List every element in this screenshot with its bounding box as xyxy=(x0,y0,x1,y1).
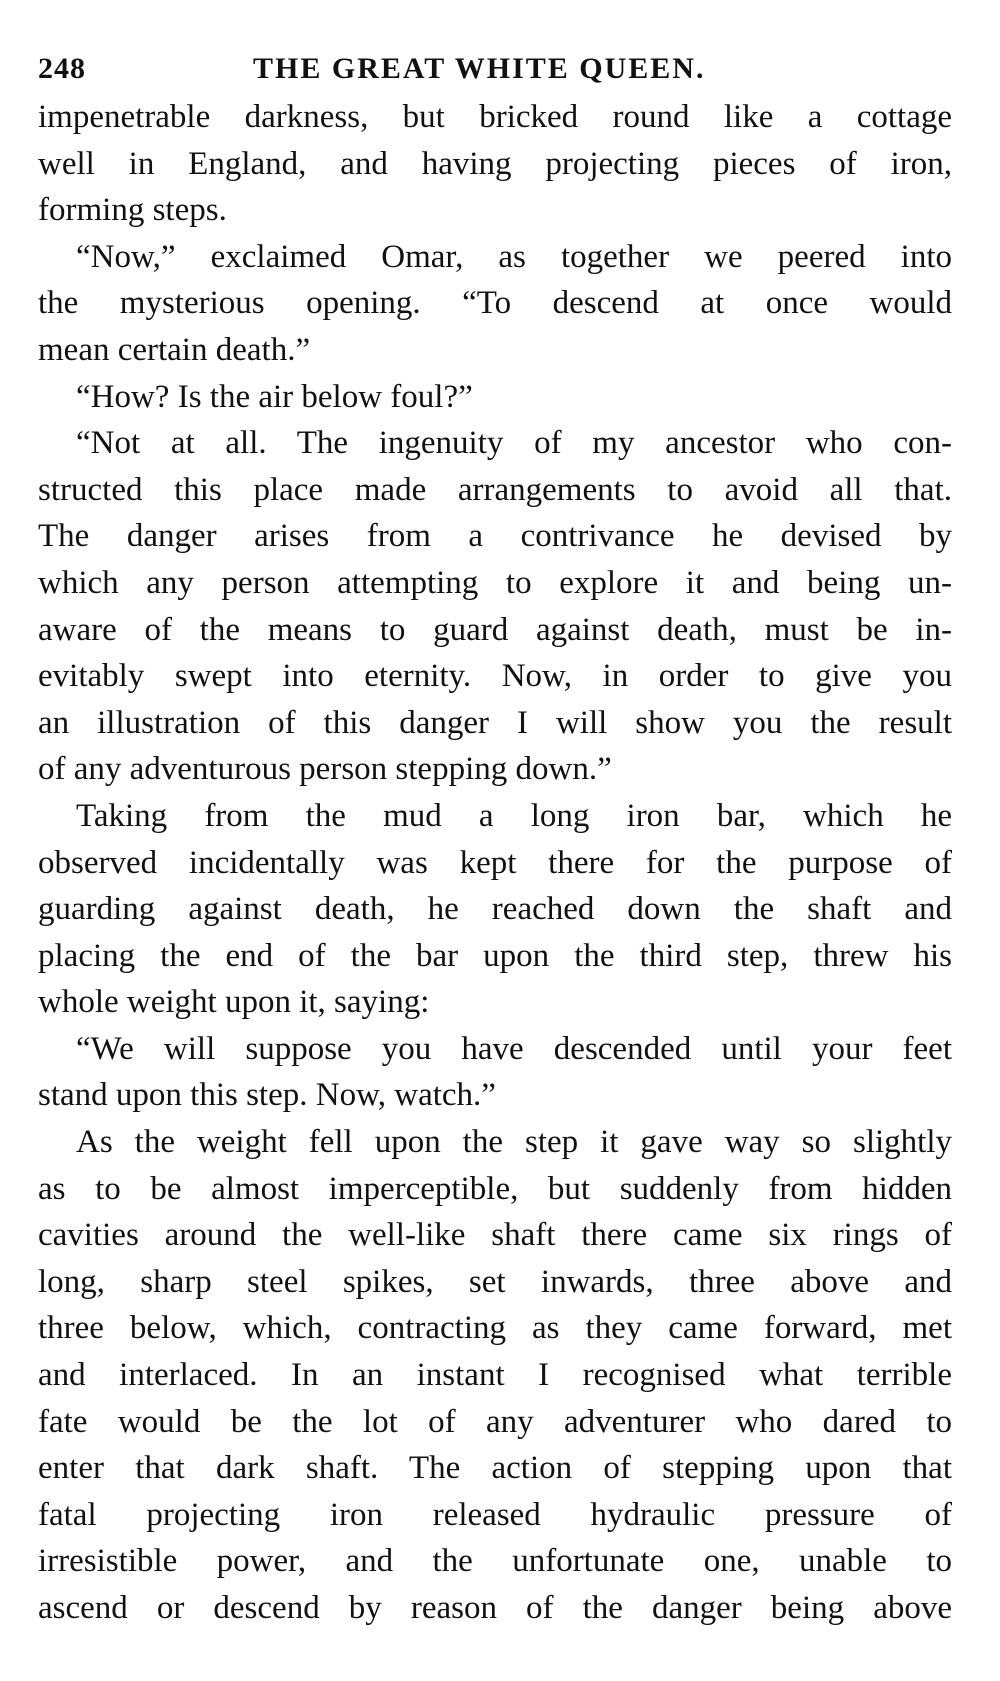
text-line: structed this place made arrangements to avoid all that. xyxy=(38,471,952,508)
paragraph xyxy=(38,234,952,374)
text-line: evitably swept into eternity. Now, in order to give you xyxy=(38,658,952,695)
text-line: fate would be the lot of any adventurer who dared to xyxy=(38,1403,952,1440)
body-text xyxy=(38,94,952,1632)
book-page xyxy=(38,44,952,1632)
paragraph xyxy=(38,1026,952,1119)
text-line: guarding against death, he reached down the shaft and xyxy=(38,891,952,928)
text-line: of any adventurous person stepping down.” xyxy=(38,751,612,788)
text-line: “We will suppose you have descended until your feet xyxy=(76,1030,952,1067)
text-line: the mysterious opening. “To descend at once would xyxy=(38,285,952,322)
text-line: placing the end of the bar upon the third step, threw his xyxy=(38,937,952,974)
text-line: forming steps. xyxy=(38,192,227,229)
text-line: stand upon this step. Now, watch.” xyxy=(38,1077,496,1114)
text-line: “How? Is the air below foul?” xyxy=(76,378,473,415)
text-line: three below, which, contracting as they came forward, met xyxy=(38,1310,952,1347)
text-line: which any person attempting to explore it and being un- xyxy=(38,564,952,601)
text-line: “Not at all. The ingenuity of my ancestor who con- xyxy=(76,425,952,462)
text-line: long, sharp steel spikes, set inwards, three above and xyxy=(38,1263,952,1300)
paragraph xyxy=(38,420,952,793)
text-line: as to be almost imperceptible, but suddenly from hidden xyxy=(38,1170,952,1207)
text-line: fatal projecting iron released hydraulic pressure of xyxy=(38,1496,952,1533)
text-line: ascend or descend by reason of the danger being above xyxy=(38,1590,952,1626)
text-line: mean certain death.” xyxy=(38,331,311,368)
book-title: THE GREAT WHITE QUEEN. xyxy=(253,52,706,85)
text-line: The danger arises from a contrivance he devised by xyxy=(38,518,952,555)
text-line: whole weight upon it, saying: xyxy=(38,984,430,1021)
text-line: an illustration of this danger I will show you the result xyxy=(38,704,952,741)
paragraph xyxy=(38,94,952,234)
text-line: “Now,” exclaimed Omar, as together we peered into xyxy=(76,238,952,275)
text-line: and interlaced. In an instant I recognised what terrible xyxy=(38,1357,952,1394)
paragraph xyxy=(38,1119,952,1632)
text-line: observed incidentally was kept there for the purpose of xyxy=(38,844,952,881)
text-line: cavities around the well-like shaft there came six rings of xyxy=(38,1217,952,1254)
page-number: 248 xyxy=(38,52,86,85)
text-line: impenetrable darkness, but bricked round like a cottage xyxy=(38,99,952,135)
running-head xyxy=(38,44,952,94)
paragraph xyxy=(38,374,952,421)
text-line: well in England, and having projecting pieces of iron, xyxy=(38,145,952,182)
text-line: aware of the means to guard against death, must be in- xyxy=(38,611,952,648)
paragraph xyxy=(38,793,952,1026)
text-line: irresistible power, and the unfortunate one, unable to xyxy=(38,1543,952,1580)
text-line: As the weight fell upon the step it gave way so slightly xyxy=(76,1124,952,1161)
text-line: enter that dark shaft. The action of stepping upon that xyxy=(38,1450,952,1487)
text-line: Taking from the mud a long iron bar, which he xyxy=(76,797,952,834)
